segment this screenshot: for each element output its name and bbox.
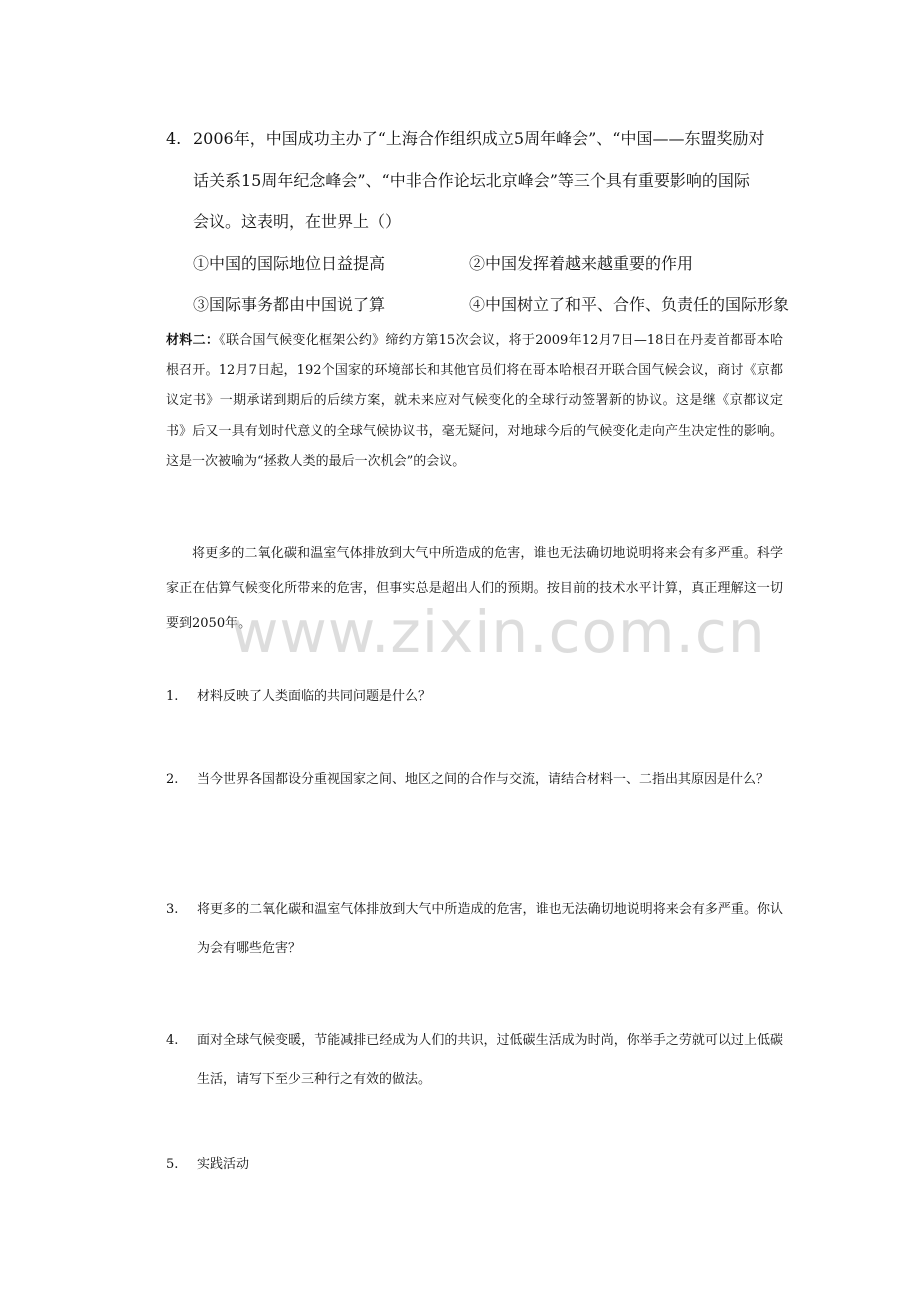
question-4-line-2: 话关系15周年纪念峰会”、“中非合作论坛北京峰会”等三个具有重要影响的国际 [193, 170, 750, 190]
question-text: 面对全球气候变暖，节能减排已经成为人们的共识，过低碳生活成为时尚，你举手之劳就可以过上低碳生活，请写下至少三种行之有效的做法。 [197, 1033, 783, 1087]
question-text: 当今世界各国都设分重视国家之间、地区之间的合作与交流，请结合材料一、二指出其原因是什么？ [197, 772, 770, 787]
question-1 [166, 677, 783, 716]
question-4-line-1 [166, 118, 791, 160]
question-5 [166, 1145, 783, 1184]
question-4-line-3: 会议。这表明，在世界上（） [193, 212, 402, 231]
material-2-label: 材料二： [166, 333, 220, 348]
question-number: 5. [166, 1157, 179, 1172]
question-number: 1. [166, 689, 179, 704]
question-text: 2006年，中国成功主办了“上海合作组织成立5周年峰会”、“中国——东盟奖励对 [193, 129, 765, 148]
options-row-2 [166, 284, 791, 326]
question-number: 2. [166, 772, 179, 787]
question-4-open [166, 1021, 783, 1099]
question-3 [166, 890, 783, 968]
material-2-text: 《联合国气候变化框架公约》缔约方第15次会议，将于2009年12月7日—18日在丹麦首都哥本哈根召开。12月7日起，192个国家的环境部长和其他官员们将在哥本哈根召开联合国气候会议，商讨《京都议定书》一期承诺到期后的后续方案，就未来应对气候变化的全球行动签署新的协议。这是继《京都议定书》后又一具有划时代意义的全球气候协议书，毫无疑问，对地球今后的气候变化走向产生决定性的影响。这是一次被喻为“拯救人类的最后一次机会”的会议。 [166, 333, 783, 469]
watermark: www.zixin.com.cn [231, 598, 766, 666]
material-2-passage [166, 326, 783, 477]
option-2: ②中国发挥着越来越重要的作用 [469, 253, 694, 273]
question-number: 3. [166, 902, 179, 917]
question-2 [166, 760, 783, 799]
question-number: 4. [166, 129, 182, 148]
option-1: ①中国的国际地位日益提高 [193, 253, 386, 273]
question-text: 将更多的二氧化碳和温室气体排放到大气中所造成的危害，谁也无法确切地说明将来会有多严重。你认为会有哪些危害？ [197, 902, 783, 956]
options-row-1 [166, 243, 791, 285]
question-text: 材料反映了人类面临的共同问题是什么？ [197, 689, 432, 704]
question-text: 实践活动 [197, 1157, 250, 1172]
option-3: ③国际事务都由中国说了算 [193, 295, 386, 314]
question-number: 4. [166, 1033, 179, 1048]
option-4: ④中国树立了和平、合作、负责任的国际形象 [469, 295, 790, 314]
question-4-multiple-choice [166, 118, 791, 326]
climate-paragraph: 将更多的二氧化碳和温室气体排放到大气中所造成的危害，谁也无法确切地说明将来会有多严重。科学家正在估算气候变化所带来的危害，但事实总是超出人们的预期。按目前的技术水平计算，真正理解这一切要到2050年。 [166, 546, 783, 631]
